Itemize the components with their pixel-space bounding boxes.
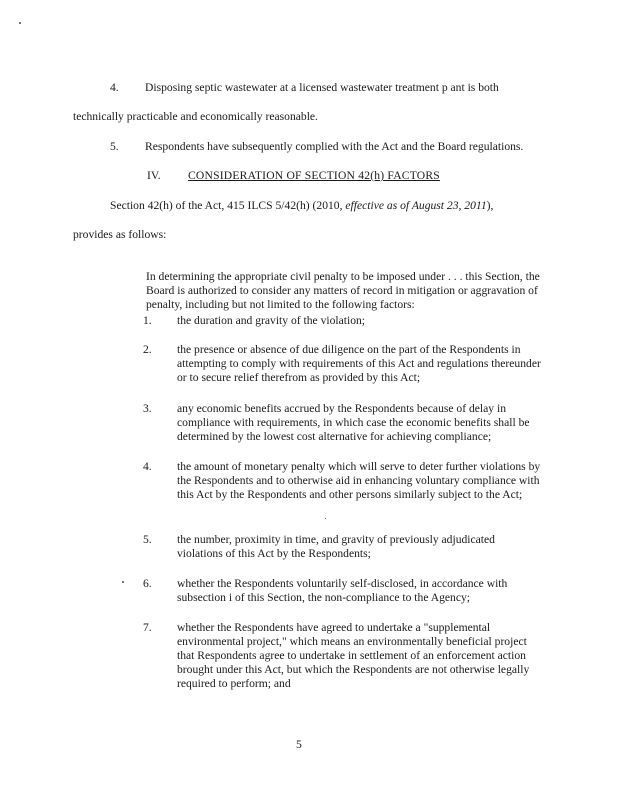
factor-number: 5. <box>143 533 152 546</box>
intro-line-1-end: ), <box>486 199 494 212</box>
factor-text: whether the Respondents voluntarily self-disclosed, in accordance with subsection i of this Section, the non-compliance to the Agency; <box>177 577 508 604</box>
factor-number: 4. <box>143 460 152 473</box>
factor-text: the number, proximity in time, and gravity of previously adjudicated violations of this Act by the Respondents; <box>177 533 495 560</box>
finding-5-text: Respondents have subsequently complied with the Act and the Board regulations. <box>145 140 524 153</box>
scan-speck <box>325 518 326 519</box>
factor-text: the amount of monetary penalty which will serve to deter further violations by the Respondents and to otherwise aid in enhancing voluntary compliance with this Act by the Respondents and other persons similarly subject to the Act; <box>177 460 541 501</box>
finding-4-line1: Disposing septic wastewater at a licensed wastewater treatment p ant is both <box>145 81 499 94</box>
section-title: CONSIDERATION OF SECTION 42(h) FACTORS <box>188 169 440 182</box>
factor-number: 7. <box>143 621 152 634</box>
finding-5-number: 5. <box>110 140 119 153</box>
finding-4-number: 4. <box>110 81 119 94</box>
scan-speck <box>122 581 124 583</box>
statute-quote: In determining the appropriate civil penalty to be imposed under . . . this Section, the Board is authorized to consider any matters of record in mitigation or aggravation of penalty, including but not limited to the following factors: <box>146 269 540 311</box>
section-number: IV. <box>147 169 161 182</box>
factor-text: the presence or absence of due diligence on the part of the Respondents in attempting to comply with requirements of this Act and regulations thereunder or to secure relief therefrom as provided by this Act; <box>177 343 541 384</box>
scan-speck <box>19 22 21 24</box>
intro-line-1 <box>110 199 493 213</box>
factor-text: whether the Respondents have agreed to undertake a "supplemental environmental project," which means an environmentally beneficial project that Respondents agree to undertake in settlement of an enforcement action brought under this Act, but which the Respondents are not otherwise legally required to perform; and <box>177 621 530 690</box>
intro-citation: Section 42(h) of the Act, 415 ILCS 5/42(h) (2010, <box>110 199 346 212</box>
factor-number: 1. <box>143 314 152 327</box>
factor-text: the duration and gravity of the violation; <box>177 314 366 327</box>
factor-number: 2. <box>143 343 152 356</box>
factor-number: 6. <box>143 577 152 590</box>
intro-effective-date: effective as of August 23, 2011 <box>345 199 487 212</box>
page-number: 5 <box>296 738 302 751</box>
factor-text: any economic benefits accrued by the Respondents because of delay in compliance with requirements, in which case the economic benefits shall be determined by the lowest cost alternative for achieving compliance; <box>177 402 530 443</box>
finding-4-line2: technically practicable and economically reasonable. <box>73 110 318 123</box>
intro-line-2: provides as follows: <box>73 228 167 241</box>
factor-number: 3. <box>143 402 152 415</box>
